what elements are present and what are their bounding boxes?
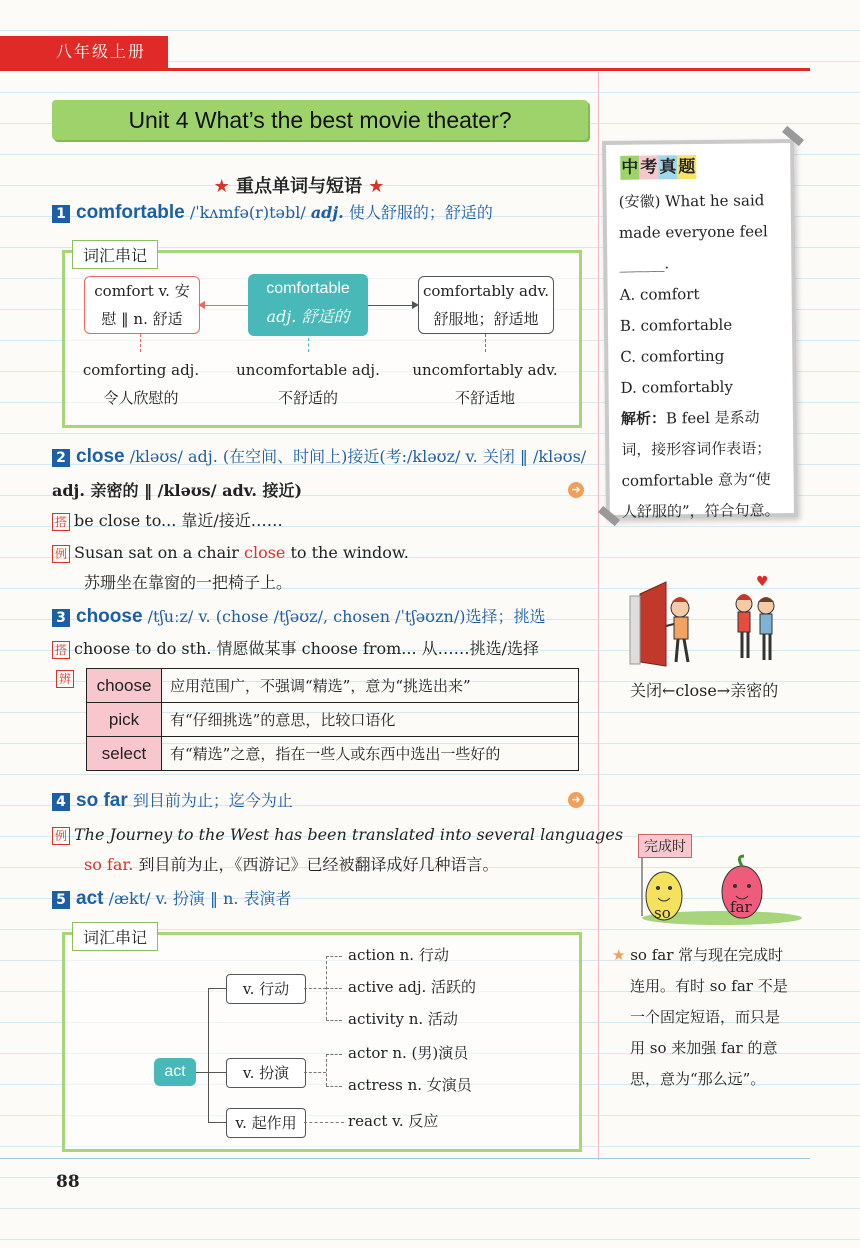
act-leaf: activity n. 活动 (348, 1010, 458, 1028)
tree-line (208, 1122, 226, 1123)
so-label: so (654, 904, 671, 922)
unit-title-banner (52, 100, 588, 140)
bian-tag: 辨 (56, 668, 78, 688)
star-icon: ★ (612, 946, 626, 964)
arrow-right-icon[interactable]: ➜ (568, 482, 584, 498)
vocab-label: 词汇串记 (72, 922, 158, 951)
completion-badge: 完成时 (638, 834, 692, 858)
connector (485, 334, 486, 352)
so-far-example-cn: so far. 到目前为止，《西游记》已经被翻译成好几种语言。 (84, 855, 499, 874)
act-leaf: actor n. (男)演员 (348, 1044, 469, 1062)
arrow-right (368, 305, 414, 306)
tree-line (208, 988, 226, 989)
dash (304, 988, 326, 989)
dash (326, 956, 342, 957)
act-branch-function: v. 起作用 (226, 1108, 306, 1138)
entry-act: 5 act /ækt/ v. 扮演 ‖ n. 表演者 (52, 886, 292, 912)
arrow-right-icon[interactable]: ➜ (568, 792, 584, 808)
exam-body: (安徽) What he said made everyone feel ______. A. comfort B. comfortable C. comforting D. comfortably 解析：B feel 是系动 词，接形容词作表语； comfortable 意为“使 人舒服的”，符合句意。 (618, 191, 780, 521)
dash (326, 1020, 342, 1021)
svg-text:♥: ♥ (756, 574, 769, 590)
top-rule (0, 68, 810, 71)
table-row: choose 应用范围广，不强调“精选”，意为“挑选出来” (87, 669, 579, 703)
act-leaf: action n. 行动 (348, 946, 449, 964)
uncomfortably-caption: uncomfortably adv. 不舒适地 (412, 361, 558, 407)
act-branch-move: v. 行动 (226, 974, 306, 1004)
entry-comfortable: 1 comfortable /ˈkʌmfə(r)təbl/ adj. 使人舒服的；舒适的 (52, 200, 493, 226)
comfortable-box: comfortable adj. 舒适的 (248, 274, 368, 336)
bottom-rule (0, 1158, 810, 1159)
so-far-note: ★ so far 常与现在完成时 连用。有时 so far 不是 一个固定短语，而只是 用 so 来加强 far 的意 思，意为“那么远”。 (612, 946, 788, 1088)
exam-question-box (602, 139, 798, 519)
dash (304, 1072, 326, 1073)
page-number: 88 (56, 1172, 80, 1192)
act-leaf: actress n. 女演员 (348, 1076, 472, 1094)
act-branch-play: v. 扮演 (226, 1058, 306, 1088)
dash (304, 1122, 344, 1123)
grade-tab: 八年级上册 (0, 36, 168, 68)
arrow-right-head (412, 301, 419, 309)
tree-line (208, 988, 209, 1122)
close-caption: 关闭←close→亲密的 (630, 681, 779, 700)
star-icon: ★ (368, 176, 385, 197)
vocab-label: 词汇串记 (72, 240, 158, 269)
exam-title: 中 考 真 题 (620, 152, 696, 178)
choose-compare-table (86, 668, 579, 771)
comfortably-box: comfortably adv. 舒服地；舒适地 (418, 276, 554, 334)
comfort-box: comfort v. 安 慰 ‖ n. 舒适 (84, 276, 200, 334)
close-collocation: 搭 be close to... 靠近/接近…… (52, 508, 283, 534)
uncomfortable-caption: uncomfortable adj. 不舒适的 (236, 361, 380, 407)
dash (326, 988, 342, 989)
act-leaf: active adj. 活跃的 (348, 978, 477, 996)
arrow-left (200, 305, 248, 306)
entry-close: 2 close /kləʊs/ adj. (在空间、时间上)接近(考:/kləʊz/ v. 关闭 ‖ /kləʊs/ (52, 444, 586, 470)
section-title: ★ 重点单词与短语 ★ (213, 176, 385, 197)
entry-choose: 3 choose /tʃuːz/ v. (chose /tʃəʊz/, chosen /ˈtʃəʊzn/)选择；挑选 (52, 604, 545, 630)
star-icon: ★ (213, 176, 230, 197)
close-example: 例 Susan sat on a chair close to the window. (52, 540, 409, 566)
table-row: pick 有“仔细挑选”的意思，比较口语化 (87, 703, 579, 737)
act-leaf: react v. 反应 (348, 1112, 439, 1130)
act-root: act (154, 1058, 196, 1086)
dash (326, 1054, 327, 1086)
comforting-caption: comforting adj. 令人欣慰的 (82, 361, 200, 407)
connector (140, 334, 141, 352)
margin-divider (598, 72, 599, 1160)
entry-close-line2: adj. 亲密的 ‖ /kləʊs/ adv. 接近) (52, 481, 303, 500)
far-label: far (730, 898, 752, 916)
dash (326, 1086, 342, 1087)
close-illustration (628, 574, 788, 672)
tree-line (208, 1072, 226, 1073)
dash (326, 1054, 342, 1055)
choose-collocation: 搭 choose to do sth. 情愿做某事 choose from... 从……挑选/选择 (52, 636, 539, 662)
table-row: select 有“精选”之意，指在一些人或东西中选出一些好的 (87, 737, 579, 771)
close-example-cn: 苏珊坐在靠窗的一把椅子上。 (84, 573, 293, 592)
arrow-left-head (198, 301, 205, 309)
unit-title: Unit 4 What’s the best movie theater? (128, 107, 512, 133)
act-vocab-frame (62, 932, 582, 1152)
entry-so-far: 4 so far 到目前为止；迄今为止 (52, 788, 293, 814)
connector (308, 338, 309, 352)
so-far-example: 例 The Journey to the West has been translated into several languages (52, 822, 623, 848)
